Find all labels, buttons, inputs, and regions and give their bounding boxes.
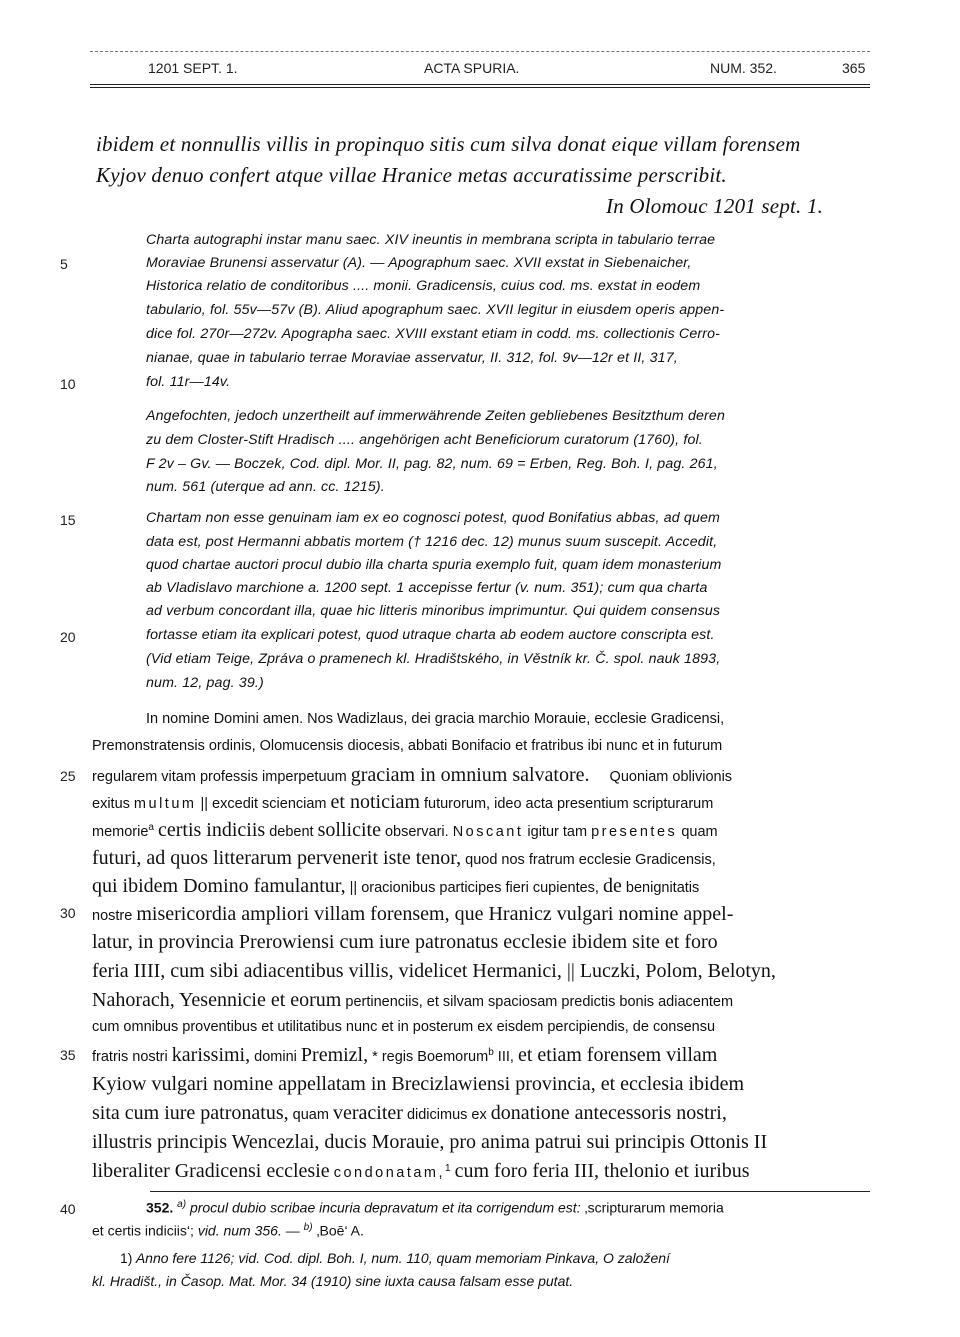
charter-text: III, xyxy=(497,1049,514,1065)
charter-text-large: Premizl, xyxy=(300,1044,369,1066)
charter-text: pertinenciis, et silvam spaciosam predictis bonis adiacentem xyxy=(345,994,734,1010)
charter-text: nostre xyxy=(92,908,133,924)
note-line: quod chartae auctori procul dubio illa charta spuria exemplo fuit, quam idem monasterium xyxy=(146,557,722,573)
place-date: In Olomouc 1201 sept. 1. xyxy=(606,194,824,218)
note-line: num. 561 (uterque ad ann. cc. 1215). xyxy=(146,479,385,495)
note-line: nianae, quae in tabulario terrae Moraviae asservatur, II. 312, fol. 9v—12r et II, 317, xyxy=(146,350,678,366)
note-line: zu dem Closter-Stift Hradisch .... angehörigen acht Beneficiorum curatorum (1760), fol. xyxy=(146,432,703,448)
charter-text: fratris nostri xyxy=(92,1049,168,1065)
charter-text-large: graciam in omnium salvatore. xyxy=(350,764,590,786)
line-number: 30 xyxy=(60,905,76,921)
charter-text-large: sita cum iure patronatus, xyxy=(92,1102,289,1124)
charter-text: quam xyxy=(681,824,718,840)
charter-text: * regis Boemorum xyxy=(372,1049,489,1065)
footnote-quote: ‚scripturarum memoria xyxy=(584,1199,724,1216)
charter-text-spaced: Noscant xyxy=(452,824,524,840)
line-number: 5 xyxy=(60,256,68,272)
charter-text: domini xyxy=(254,1049,297,1065)
charter-line xyxy=(92,989,733,1012)
note-line: fol. 11r—14v. xyxy=(146,374,231,390)
footnote-quote: et certis indiciis‘; xyxy=(92,1222,194,1239)
charter-text: igitur tam xyxy=(527,824,588,840)
charter-text: memorie xyxy=(92,824,149,840)
charter-text: debent xyxy=(269,824,314,840)
footnote-text: procul dubio scribae incuria depravatum et ita corrigendum est: xyxy=(189,1199,581,1216)
charter-text: futurorum, ideo acta presentium scripturarum xyxy=(423,796,714,812)
charter-text: regularem vitam professis imperpetuum xyxy=(92,769,347,785)
regest-line-1: ibidem et nonnullis villis in propinquo sitis cum silva donat eique villam forensem xyxy=(96,132,801,156)
regest-line-2: Kyjov denuo confert atque villae Hranice metas accuratissime perscribit. xyxy=(96,163,727,187)
charter-line: feria IIII, cum sibi adiacentibus villis, videlicet Hermanici, || Luczki, Polom, Belotyn, xyxy=(92,960,776,982)
footnote-marker: a xyxy=(148,822,154,834)
footnote-1-cont: kl. Hradišt., in Časop. Mat. Mor. 34 (1910) sine iuxta causa falsam esse putat. xyxy=(92,1273,574,1289)
note-line: (Vid etiam Teige, Zpráva o pramenech kl. Hradištského, in Věstník kr. Č. spol. nauk 1893, xyxy=(146,651,721,667)
charter-line: Kyiow vulgari nomine appellatam in Brecizlawiensi provincia, et ecclesia ibidem xyxy=(92,1073,745,1095)
charter-text: quod nos fratrum ecclesie Gradicensis, xyxy=(465,852,716,868)
charter-text-spaced: condonatam, xyxy=(333,1165,446,1181)
charter-line xyxy=(92,903,733,926)
charter-text-large: qui ibidem Domino famulantur, xyxy=(92,875,346,897)
footnote-number: 352. xyxy=(146,1199,174,1216)
charter-text-large: certis indiciis xyxy=(158,819,266,841)
charter-line xyxy=(92,1044,717,1067)
note-line: Chartam non esse genuinam iam ex eo cognosci potest, quod Bonifatius abbas, ad quem xyxy=(146,510,720,526)
note-line: fortasse etiam ita explicari potest, quod utraque charta ab eodem auctore conscripta est. xyxy=(146,627,715,643)
charter-text: didicimus ex xyxy=(406,1107,487,1123)
charter-text-spaced: multum xyxy=(133,796,197,812)
footnote-marker: b xyxy=(488,1047,494,1059)
footnote-1 xyxy=(120,1250,670,1266)
line-number: 40 xyxy=(60,1201,76,1217)
line-number: 20 xyxy=(60,629,76,645)
note-line: tabulario, fol. 55v—57v (B). Aliud apographum saec. XVII legitur in eiusdem operis appen- xyxy=(146,302,725,318)
footnote-label: 1) xyxy=(120,1250,133,1266)
page-number: 365 xyxy=(842,60,866,76)
note-line: Angefochten, jedoch unzertheilt auf immerwährende Zeiten gebliebenes Besitzthum deren xyxy=(146,408,726,424)
charter-line xyxy=(92,819,718,842)
charter-text-large: liberaliter Gradicensi ecclesie xyxy=(92,1160,330,1182)
line-number: 25 xyxy=(60,768,76,784)
charter-line: Premonstratensis ordinis, Olomucensis diocesis, abbati Bonifacio et fratribus ibi nunc et in futurum xyxy=(92,738,723,754)
charter-line: latur, in provincia Prerowiensi cum iure patronatus ecclesie ibidem site et foro xyxy=(92,931,718,953)
note-line: dice fol. 270r—272v. Apographa saec. XVIII exstant etiam in codd. ms. collectionis Cerro- xyxy=(146,326,721,342)
charter-text-large: futuri, ad quos litterarum pervenerit iste tenor, xyxy=(92,847,462,869)
charter-text: quam xyxy=(292,1107,329,1123)
charter-line xyxy=(92,875,699,898)
charter-text-large: et noticiam xyxy=(330,791,420,813)
charter-line: In nomine Domini amen. Nos Wadizlaus, dei gracia marchio Morauie, ecclesie Gradicensi, xyxy=(146,711,725,727)
note-line: F 2v – Gv. — Boczek, Cod. dipl. Mor. II, pag. 82, num. 69 = Erben, Reg. Boh. I, pag. 261, xyxy=(146,456,718,472)
note-line: ab Vladislavo marchione a. 1200 sept. 1 accepisse fertur (v. num. 351); cum qua charta xyxy=(146,580,708,596)
header-date: 1201 SEPT. 1. xyxy=(148,60,238,76)
footnote-label: b) xyxy=(303,1222,313,1233)
charter-text: exitus xyxy=(92,796,130,812)
charter-line xyxy=(92,847,716,870)
charter-text: benignitatis xyxy=(625,880,700,896)
note-line: Historica relatio de conditoribus .... monii. Gradicensis, cuius cod. ms. exstat in eodem xyxy=(146,278,701,294)
note-line: Charta autographi instar manu saec. XIV ineuntis in membrana scripta in tabulario terrae xyxy=(146,232,716,248)
charter-text-spaced: presentes xyxy=(591,824,678,840)
charter-text-large: de xyxy=(603,875,622,897)
header-title: ACTA SPURIA. xyxy=(424,60,520,76)
footnote-a xyxy=(146,1199,724,1216)
note-line: num. 12, pag. 39.) xyxy=(146,675,264,691)
header-top-rule xyxy=(90,51,870,52)
charter-line: illustris principis Wencezlai, ducis Morauie, pro anima patrui sui principis Ottonis II xyxy=(92,1131,768,1153)
footnote-text: Anno fere 1126; vid. Cod. dipl. Boh. I, num. 110, quam memoriam Pinkava, O založení xyxy=(135,1250,670,1266)
charter-text-large: cum foro feria III, thelonio et iuribus xyxy=(454,1160,750,1182)
charter-line xyxy=(92,764,732,787)
charter-text: || excedit scienciam xyxy=(200,796,327,812)
line-number: 35 xyxy=(60,1047,76,1063)
footnote-quote: ‚Boē‘ A. xyxy=(316,1222,364,1239)
line-number: 10 xyxy=(60,376,76,392)
charter-text-large: et etiam forensem villam xyxy=(517,1044,718,1066)
charter-text-large: veraciter xyxy=(332,1102,403,1124)
charter-line: cum omnibus proventibus et utilitatibus nunc et in posterum ex eisdem percipiendis, de consensu xyxy=(92,1019,716,1035)
footnote-a-cont xyxy=(92,1222,364,1239)
note-line: data est, post Hermanni abbatis mortem († 1216 dec. 12) munus suum suscepit. Accedit, xyxy=(146,534,718,550)
note-line: Moraviae Brunensi asservatur (A). — Apographum saec. XVII exstat in Siebenaicher, xyxy=(146,255,692,271)
charter-text-large: sollicite xyxy=(317,819,381,841)
running-header xyxy=(90,50,870,90)
charter-text-large: misericordia ampliori villam forensem, que Hranicz vulgari nomine appel- xyxy=(136,903,734,925)
charter-text-large: donatione antecessoris nostri, xyxy=(490,1102,727,1124)
charter-text-large: karissimi, xyxy=(171,1044,251,1066)
charter-text-large: Nahorach, Yesennicie et eorum xyxy=(92,989,342,1011)
footnote-label: a) xyxy=(177,1199,187,1210)
footnote-marker: 1 xyxy=(445,1163,451,1175)
footnote-rule xyxy=(150,1191,870,1192)
line-number: 15 xyxy=(60,512,76,528)
charter-line xyxy=(92,1160,750,1183)
header-number: NUM. 352. xyxy=(710,60,777,76)
note-line: ad verbum concordant illa, quae hic litteris minoribus imprimuntur. Qui quidem consensus xyxy=(146,603,721,619)
charter-text: || oracionibus participes fieri cupientes, xyxy=(349,880,599,896)
header-rule xyxy=(90,84,870,85)
charter-line xyxy=(92,1102,727,1125)
footnote-text: vid. num 356. — xyxy=(197,1222,300,1239)
charter-text: Quoniam oblivionis xyxy=(609,769,733,785)
charter-line xyxy=(92,791,713,814)
header-rule-double xyxy=(90,87,870,88)
charter-text: observari. xyxy=(384,824,449,840)
